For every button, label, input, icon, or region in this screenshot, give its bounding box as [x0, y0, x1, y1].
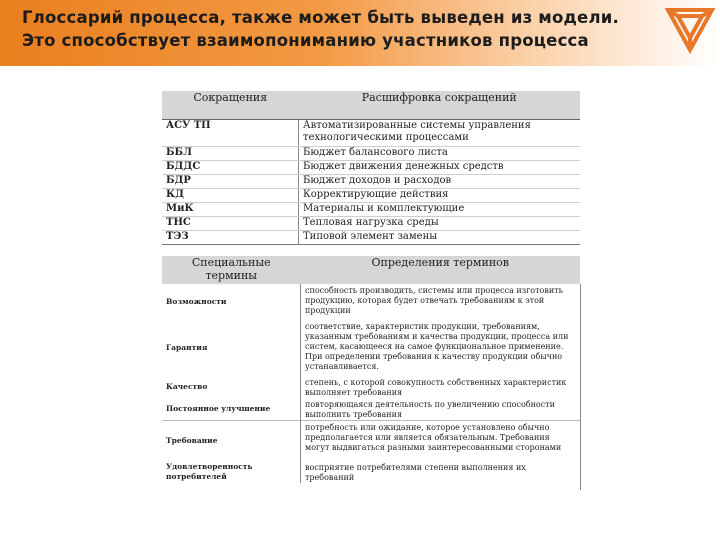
- table-right-border: [580, 284, 581, 490]
- definition-cell: восприятие потребителями степени выполнения их требований: [301, 461, 581, 483]
- desc-col-header: Расшифровка сокращений: [299, 91, 581, 120]
- definition-cell: степень, с которой совокупность собственных характеристик выполняет требования: [301, 376, 581, 398]
- description-cell: Корректирующие действия: [299, 189, 581, 203]
- table-row: [162, 161, 580, 175]
- abbreviation-cell: БДДС: [162, 161, 299, 175]
- term-cell: Качество: [166, 382, 208, 391]
- definition-cell: потребность или ожидание, которое установлено обычно предполагается или является обязательным. Требования могут выдвигаться разными заинтересованными сторонами: [301, 421, 581, 462]
- description-cell: Бюджет доходов и расходов: [299, 175, 581, 189]
- definition-cell: повторяющаяся деятельность по увеличению способности выполнить требования: [301, 398, 581, 421]
- description-cell: Тепловая нагрузка среды: [299, 217, 581, 231]
- description-cell: Бюджет балансового листа: [299, 147, 581, 161]
- title-line-2: Это способствует взаимопониманию участников процесса: [22, 31, 589, 50]
- definition-col-header: Определения терминов: [301, 256, 581, 284]
- description-cell: Бюджет движения денежных средств: [299, 161, 581, 175]
- description-cell: Материалы и комплектующие: [299, 203, 581, 217]
- table-row: [162, 147, 580, 161]
- abbreviation-cell: БДР: [162, 175, 299, 189]
- term-cell: Удовлетворенность потребителей: [166, 462, 253, 481]
- abbreviation-cell: КД: [162, 189, 299, 203]
- abbreviations-header-row: [162, 91, 580, 120]
- table-row: [162, 461, 580, 483]
- table-row: [162, 421, 580, 462]
- abbreviation-cell: ТНС: [162, 217, 299, 231]
- term-cell: Гарантия: [166, 343, 208, 352]
- definition-cell: способность производить, системы или процесса изготовить продукцию, которая будет отвечать требованиям к этой продукции: [301, 284, 581, 320]
- penrose-triangle-icon: [664, 4, 716, 56]
- terms-header-row: [162, 256, 580, 284]
- term-col-header: Специальные термины: [162, 256, 301, 284]
- term-cell: Возможности: [166, 297, 227, 306]
- description-cell: Типовой элемент замены: [299, 231, 581, 245]
- abbreviation-cell: МиК: [162, 203, 299, 217]
- table-row: [162, 376, 580, 398]
- table-row: [162, 217, 580, 231]
- header-banner: [0, 0, 720, 66]
- abbreviation-cell: АСУ ТП: [162, 120, 299, 147]
- table-row: [162, 398, 580, 421]
- table-row: [162, 175, 580, 189]
- page-title: [22, 6, 619, 52]
- table-row: [162, 231, 580, 245]
- abbreviation-cell: ББЛ: [162, 147, 299, 161]
- terms-table: [162, 256, 580, 483]
- abbreviation-cell: ТЭЗ: [162, 231, 299, 245]
- table-row: [162, 320, 580, 376]
- title-line-1: Глоссарий процесса, также может быть выведен из модели.: [22, 8, 619, 27]
- table-row: [162, 189, 580, 203]
- term-cell: Постоянное улучшение: [166, 404, 271, 413]
- description-cell: Автоматизированные системы управления технологическими процессами: [299, 120, 581, 147]
- table-row: [162, 120, 580, 147]
- table-row: [162, 284, 580, 320]
- abbr-col-header: Сокращения: [162, 91, 299, 120]
- term-cell: Требование: [166, 436, 218, 445]
- table-row: [162, 203, 580, 217]
- definition-cell: соответствие, характеристик продукции, требованиям, указанным требованиям и качества продукции, процесса или систем, касающееся на самое функциональное применение. При определении требования к качеству продукции обычно устанавливается.: [301, 320, 581, 376]
- abbreviations-table: [162, 91, 580, 245]
